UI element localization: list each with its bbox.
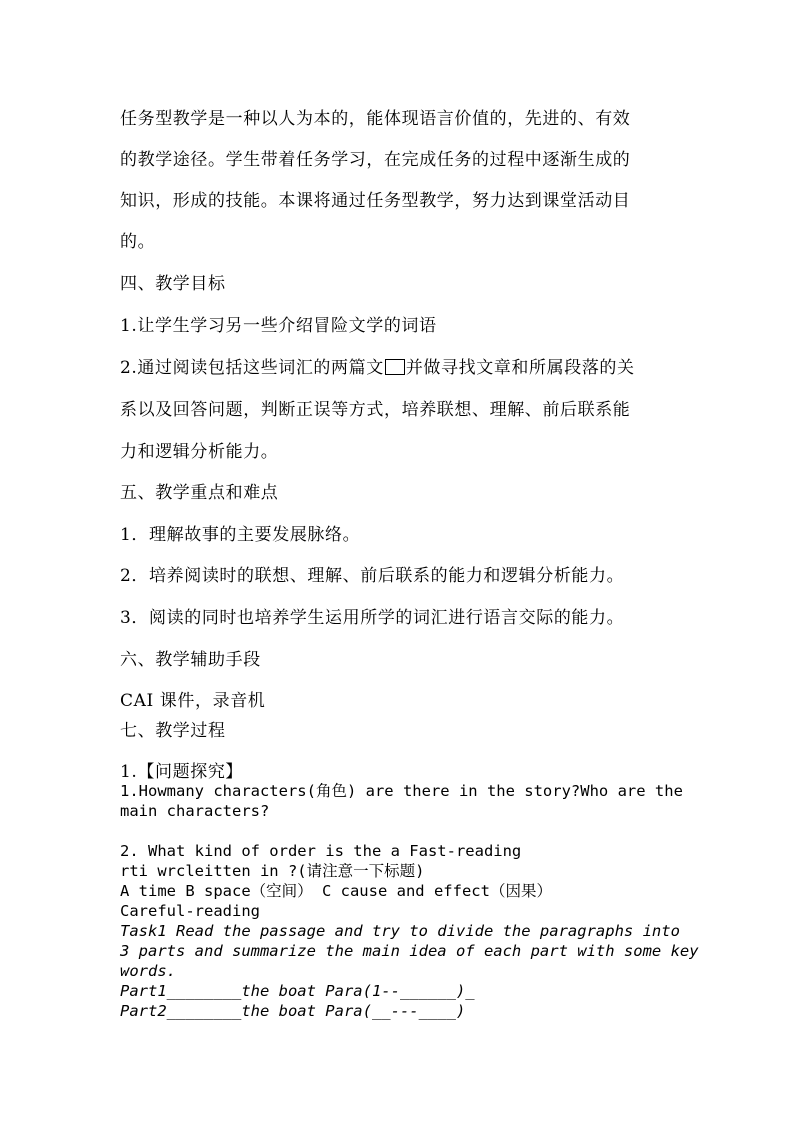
part-1-blank: Part1________the boat Para(1--______)_	[120, 982, 475, 1000]
step-title-inquiry: 1.【问题探究】	[120, 762, 244, 782]
goal-item-1: 1.让学生学习另一些介绍冒险文学的词语	[120, 316, 437, 336]
missing-glyph-box	[385, 359, 405, 375]
question-1-line-2: main characters?	[120, 802, 270, 820]
goal-item-2-line-2: 系以及回答问题，判断正误等方式，培养联想、理解、前后联系能	[120, 400, 631, 420]
section-heading-key-points: 五、教学重点和难点	[120, 483, 279, 503]
key-point-3: 3．阅读的同时也培养学生运用所学的词汇进行语言交际的能力。	[120, 608, 625, 628]
intro-line-1: 任务型教学是一种以人为本的，能体现语言价值的，先进的、有效	[120, 109, 631, 129]
section-heading-process: 七、教学过程	[120, 721, 226, 741]
question-1-line-1: 1.Howmany characters(角色) are there in the story?Who are the	[120, 782, 683, 800]
section-heading-aids: 六、教学辅助手段	[120, 650, 261, 670]
teaching-aids: CAI 课件，录音机	[120, 691, 266, 711]
section-heading-goals: 四、教学目标	[120, 274, 226, 294]
question-2-line-2: rti wrcleitten in ?(请注意一下标题)	[120, 862, 425, 880]
goal-item-2-line-3: 力和逻辑分析能力。	[120, 442, 279, 462]
intro-line-3: 知识，形成的技能。本课将通过任务型教学，努力达到课堂活动目	[120, 191, 631, 211]
intro-line-4: 的。	[120, 232, 156, 252]
question-2-line-1: 2. What kind of order is the a Fast-reading	[120, 842, 522, 860]
key-point-2: 2．培养阅读时的联想、理解、前后联系的能力和逻辑分析能力。	[120, 566, 625, 586]
intro-line-2: 的教学途径。学生带着任务学习，在完成任务的过程中逐渐生成的	[120, 150, 631, 170]
task-1-line-3: words.	[120, 962, 176, 980]
task-1-line-1: Task1 Read the passage and try to divide the paragraphs into	[120, 922, 680, 940]
key-point-1: 1．理解故事的主要发展脉络。	[120, 525, 361, 545]
task-1-line-2: 3 parts and summarize the main idea of each part with some key	[120, 942, 699, 960]
question-2-options: A time B space（空间） C cause and effect（因果）	[120, 882, 552, 900]
goal-item-2-part-a: 2.通过阅读包括这些词汇的两篇文	[120, 358, 384, 378]
careful-reading-label: Careful-reading	[120, 902, 260, 920]
goal-item-2	[120, 357, 635, 379]
goal-item-2-part-b: 并做寻找文章和所属段落的关	[405, 358, 635, 378]
part-2-blank: Part2________the boat Para(__---____)	[120, 1002, 466, 1020]
